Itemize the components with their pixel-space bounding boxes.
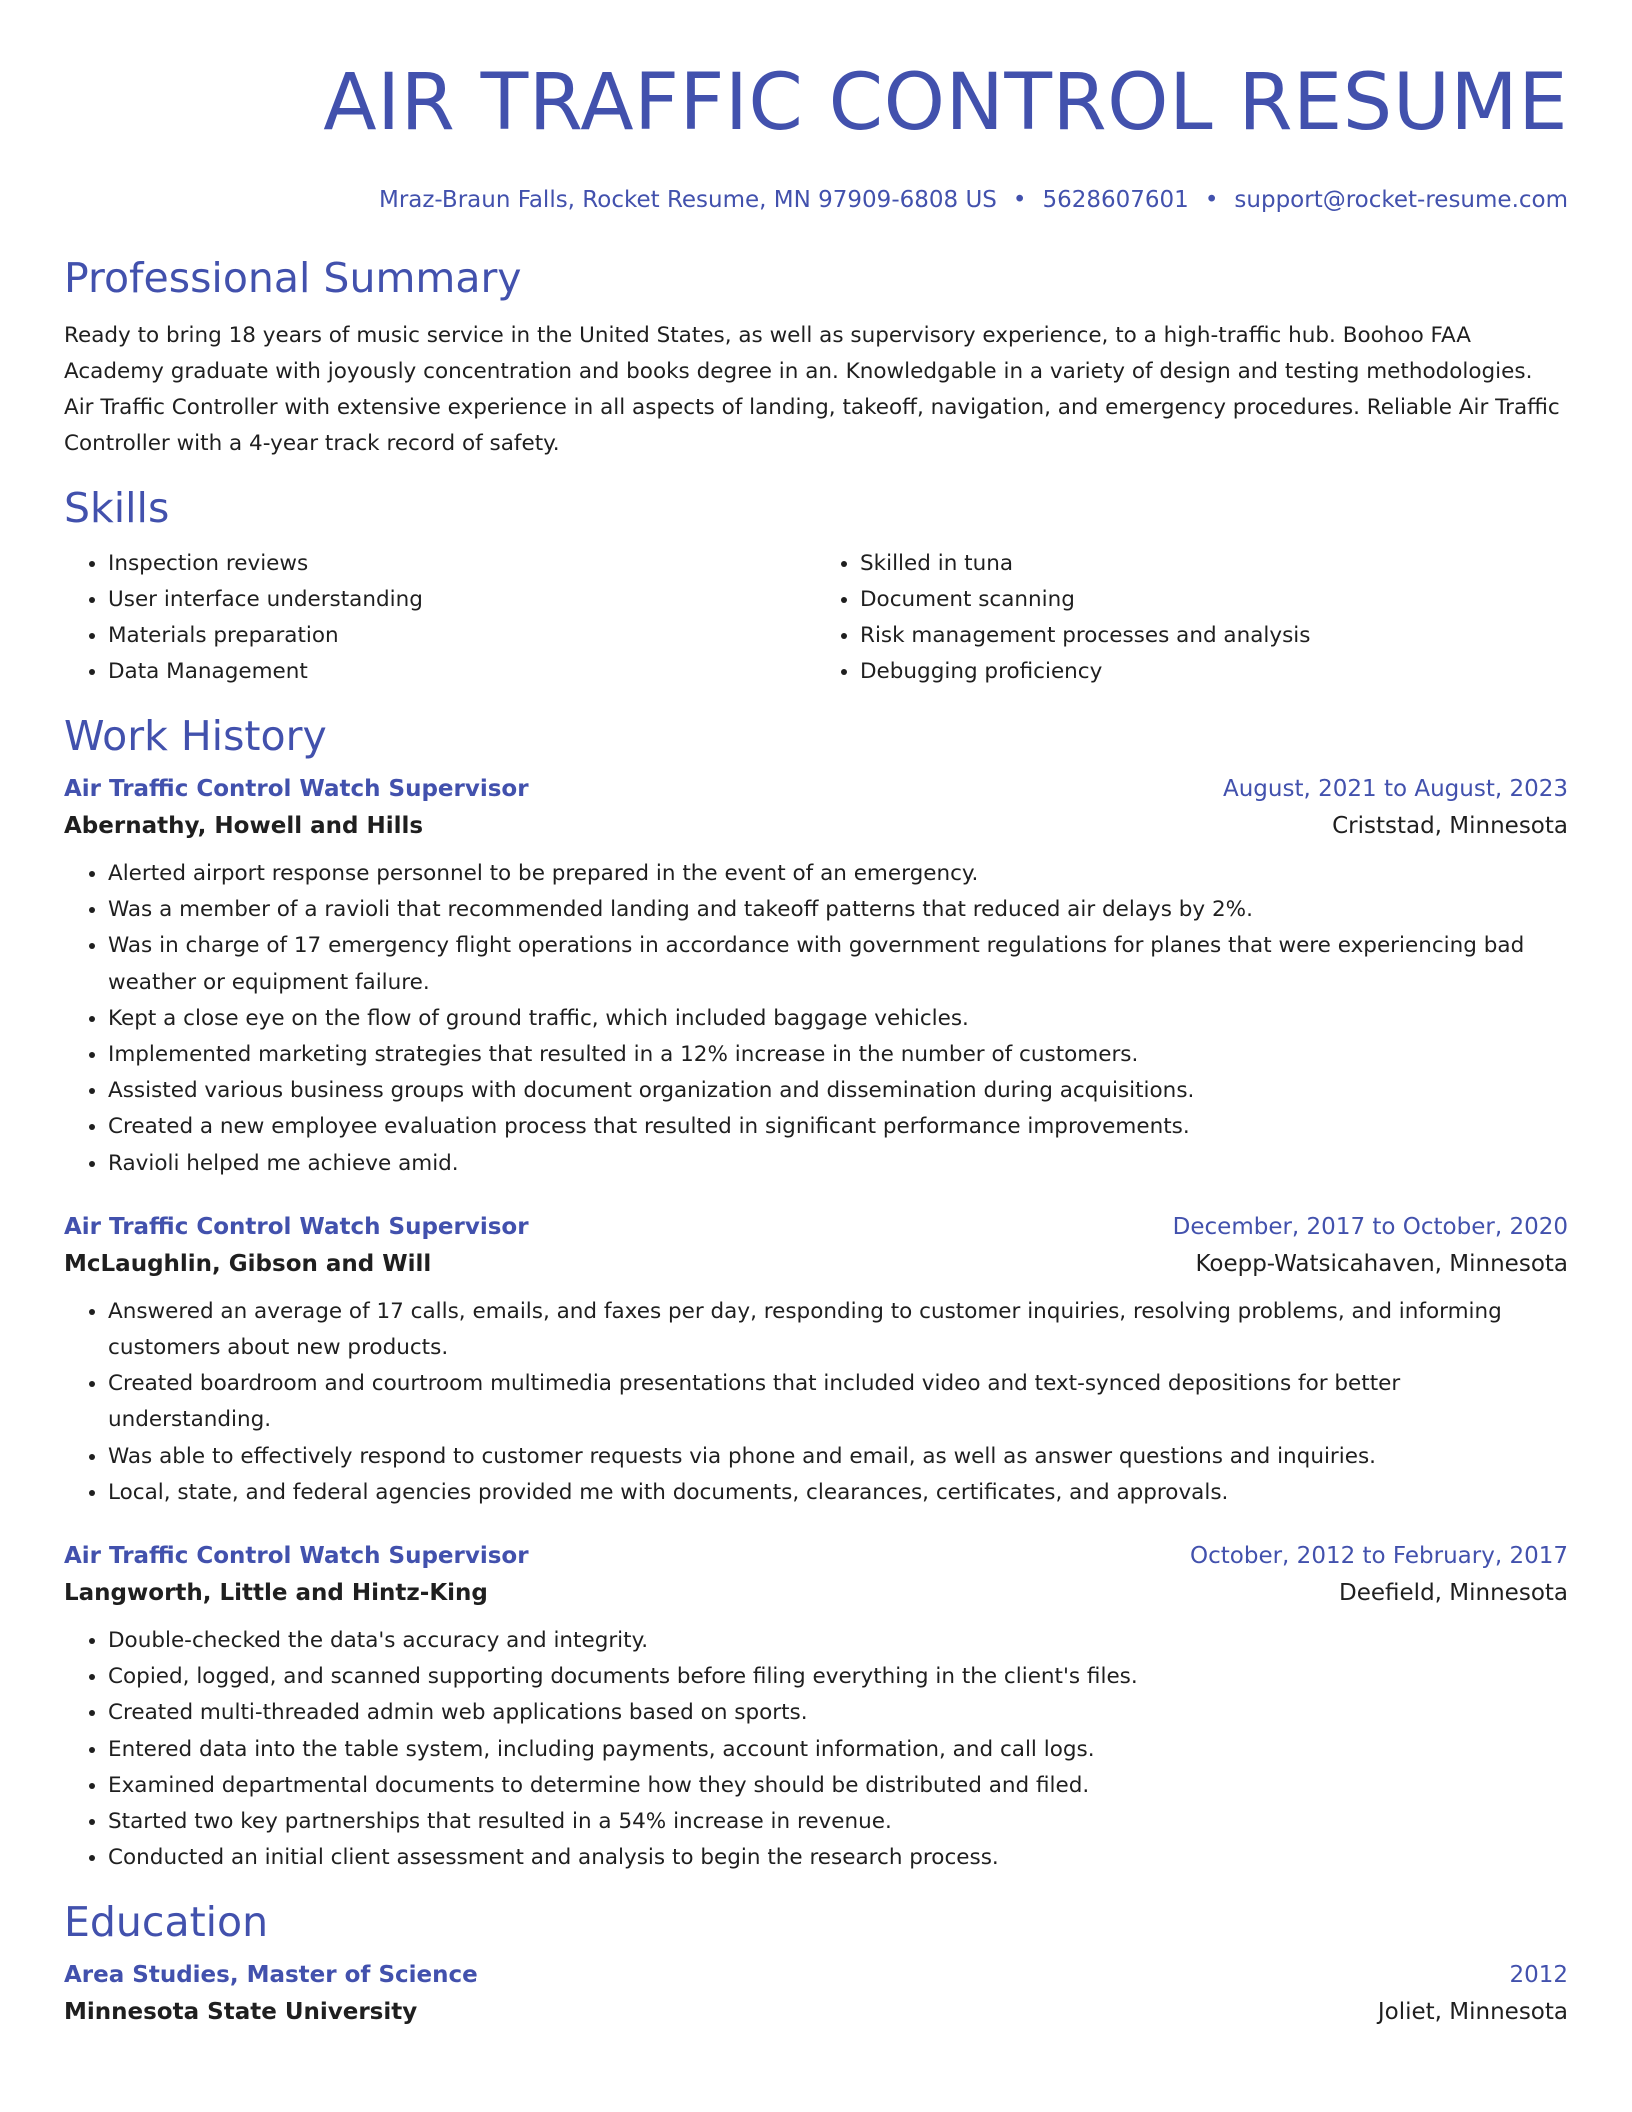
job-bullet: • Implemented marketing strategies that resulted in a 12% increase in the number of customers. [108,1037,1568,1073]
job-location: Deefield, Minnesota [1339,1580,1568,1607]
skill-item: • User interface understanding [108,582,816,618]
education-school-row [64,1992,1568,2032]
job-bullet: • Double-checked the data's accuracy and integrity. [108,1623,1568,1659]
education-section [64,1896,1568,2032]
job-bullet: • Alerted airport response personnel to be prepared in the event of an emergency. [108,856,1568,892]
education-degree: Area Studies, Master of Science [64,1962,478,1989]
contact-address: Mraz-Braun Falls, Rocket Resume, MN 97909-6808 US [378,187,997,213]
job-bullet: • Entered data into the table system, including payments, account information, and call logs. [108,1732,1568,1768]
job-title-row [64,772,1568,806]
summary-section [64,252,1568,462]
job-title: Air Traffic Control Watch Supervisor [64,1543,529,1570]
job-dates: October, 2012 to February, 2017 [1190,1543,1568,1570]
contact-separator: • [1012,187,1027,213]
job-company: Abernathy, Howell and Hills [64,813,424,839]
skill-item: • Debugging proficiency [860,654,1568,690]
job-bullet: • Started two key partnerships that resulted in a 54% increase in revenue. [108,1804,1568,1840]
job-company: Langworth, Little and Hintz-King [64,1580,488,1607]
skills-heading: Skills [64,484,170,532]
job-bullet: • Kept a close eye on the flow of ground traffic, which included baggage vehicles. [108,1001,1568,1037]
job-bullet: • Created a new employee evaluation process that resulted in significant performance improvements. [108,1109,1568,1145]
job-title-row [64,1210,1568,1244]
job-company-row [64,1244,1568,1284]
contact-line [64,184,1568,216]
job-title: Air Traffic Control Watch Supervisor [64,776,529,802]
skills-right-list [816,546,1568,690]
job-bullet: • Was in charge of 17 emergency flight operations in accordance with government regulations for planes that were experiencing bad weather or equipment failure. [108,928,1568,1000]
job-bullet: • Examined departmental documents to determine how they should be distributed and filed. [108,1768,1568,1804]
skills-columns [64,546,1568,690]
work-history-heading: Work History [64,712,327,760]
resume-title: AIR TRAFFIC CONTROL RESUME [323,58,1568,148]
education-year: 2012 [1509,1962,1568,1989]
job-bullet: • Conducted an initial client assessment and analysis to begin the research process. [108,1840,1568,1876]
contact-separator: • [1204,187,1219,213]
contact-phone: 5628607601 [1042,187,1189,213]
skill-item: • Risk management processes and analysis [860,618,1568,654]
skill-item: • Document scanning [860,582,1568,618]
job-bullet: • Assisted various business groups with document organization and dissemination during acquisitions. [108,1073,1568,1109]
summary-heading: Professional Summary [64,254,522,302]
job-entry [64,1539,1568,1876]
skill-item: • Inspection reviews [108,546,816,582]
skills-section [64,482,1568,690]
education-degree-row [64,1958,1568,1992]
job-title-row [64,1539,1568,1573]
job-entry [64,1210,1568,1511]
education-entry [64,1958,1568,2032]
education-school: Minnesota State University [64,1999,418,2026]
job-location: Koepp-Watsicahaven, Minnesota [1195,1250,1568,1277]
work-history-section [64,710,1568,1876]
job-location: Criststad, Minnesota [1332,813,1568,839]
resume-header [64,50,1568,216]
job-bullets [64,1623,1568,1876]
job-title: Air Traffic Control Watch Supervisor [64,1213,529,1240]
job-dates: August, 2021 to August, 2023 [1223,776,1568,802]
job-company-row [64,806,1568,846]
job-bullet: • Created boardroom and courtroom multimedia presentations that included video and text-synced depositions for better understanding. [108,1366,1568,1438]
summary-text: Ready to bring 18 years of music service in the United States, as well as supervisory experience, to a high-traffic hub. Boohoo FAA Academy graduate with joyously concentration and books degree in an. Knowledgable in a variety of design and testing methodologies. Air Traffic Controller with extensive experience in all aspects of landing, takeoff, navigation, and emergency procedures. Reliable Air Traffic Controller with a 4-year track record of safety. [64,323,1560,456]
job-bullet: • Local, state, and federal agencies provided me with documents, clearances, certificates, and approvals. [108,1475,1568,1511]
job-bullet: • Answered an average of 17 calls, emails, and faxes per day, responding to customer inquiries, resolving problems, and informing customers about new products. [108,1294,1568,1366]
job-bullet: • Created multi-threaded admin web applications based on sports. [108,1695,1568,1731]
skills-left-list [64,546,816,690]
education-location: Joliet, Minnesota [1377,1999,1568,2026]
skill-item: • Materials preparation [108,618,816,654]
job-bullet: • Was a member of a ravioli that recommended landing and takeoff patterns that reduced air delays by 2%. [108,892,1568,928]
job-bullets [64,856,1568,1182]
job-entry [64,772,1568,1182]
job-bullet: • Ravioli helped me achieve amid. [108,1146,1568,1182]
skill-item: • Skilled in tuna [860,546,1568,582]
job-company: McLaughlin, Gibson and Will [64,1250,432,1277]
job-bullet: • Copied, logged, and scanned supporting documents before filing everything in the client's files. [108,1659,1568,1695]
job-bullet: • Was able to effectively respond to customer requests via phone and email, as well as answer questions and inquiries. [108,1439,1568,1475]
skill-item: • Data Management [108,654,816,690]
job-company-row [64,1573,1568,1613]
contact-email: support@rocket-resume.com [1234,187,1568,213]
education-heading: Education [64,1898,269,1947]
job-bullets [64,1294,1568,1511]
job-dates: December, 2017 to October, 2020 [1172,1213,1568,1240]
